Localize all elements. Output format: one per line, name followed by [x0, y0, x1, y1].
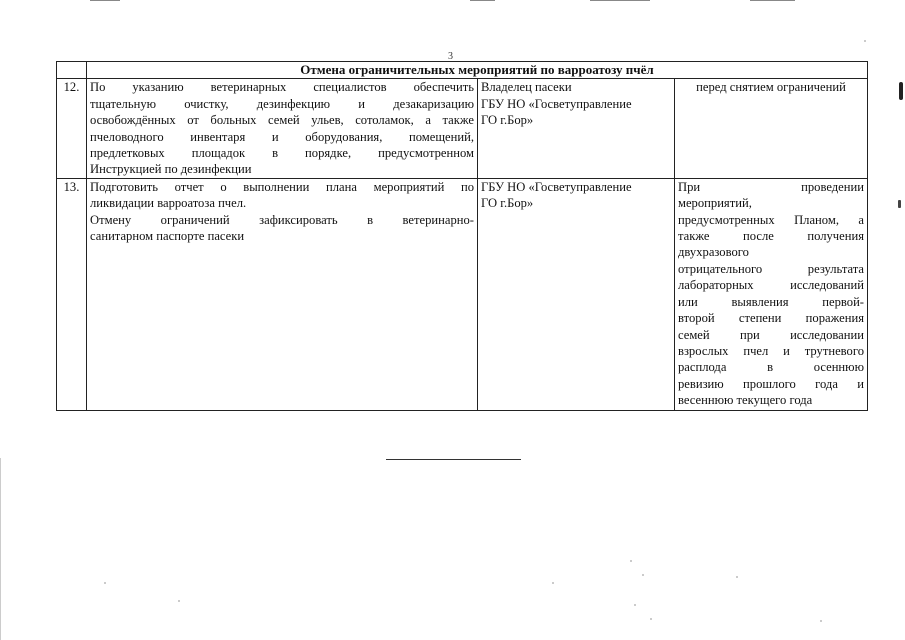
term-line: второй степени поражения [678, 311, 864, 326]
term-line: При проведении [678, 179, 864, 194]
action-line: предлетковых площадок в порядке, предусмотренном [90, 146, 474, 161]
action-cell [87, 79, 478, 178]
term-line: семей при исследовании [678, 327, 864, 342]
action-line: пчеловодного инвентаря и оборудования, помещений, [90, 129, 474, 144]
action-cell [87, 178, 478, 410]
responsible-line: ГБУ НО «Госветуправление [481, 96, 632, 111]
scan-artifact [736, 576, 738, 578]
row-number: 13. [57, 178, 87, 410]
table-row [57, 178, 868, 410]
action-line: Подготовить отчет о выполнении плана мероприятий по [90, 179, 474, 194]
scan-artifact [899, 82, 903, 100]
responsible-line: ГО г.Бор» [481, 196, 534, 211]
scan-artifact [552, 582, 554, 584]
scan-artifact [104, 582, 106, 584]
term-line: отрицательного результата [678, 261, 864, 276]
scan-artifact [820, 620, 822, 622]
action-line: освобождённых от больных семей ульев, сотоламок, а также [90, 113, 474, 128]
action-line: По указанию ветеринарных специалистов обеспечить [90, 80, 474, 95]
signature-separator-line [386, 459, 521, 460]
scan-artifact [178, 600, 180, 602]
responsible-cell [478, 79, 675, 178]
page-number: 3 [448, 51, 453, 62]
section-number-cell [57, 62, 87, 79]
term-cell [675, 79, 868, 178]
responsible-line: ГБУ НО «Госветуправление [481, 179, 632, 194]
term-line: или выявления первой- [678, 294, 864, 309]
action-line: Отмену ограничений зафиксировать в ветеринарно- [90, 212, 474, 227]
scan-artifact [634, 604, 636, 606]
plan-table [56, 61, 868, 411]
table-row [57, 79, 868, 178]
scan-artifact [650, 618, 652, 620]
responsible-line: Владелец пасеки [481, 80, 572, 95]
scan-artifact [590, 0, 650, 1]
term-line: двухразового [678, 245, 749, 260]
term-line: расплода в осеннюю [678, 360, 864, 375]
action-line: ликвидации варроатоза пчел. [90, 196, 247, 211]
term-line: также после получения [678, 229, 864, 244]
responsible-cell [478, 178, 675, 410]
scan-artifact [470, 0, 495, 1]
scan-artifact [864, 40, 866, 42]
term-line: лабораторных исследований [678, 278, 864, 293]
scan-artifact [642, 574, 644, 576]
action-line: тщательную очистку, дезинфекцию и дезакаризацию [90, 96, 474, 111]
term-line: взрослых пчел и трутневого [678, 343, 864, 358]
scan-artifact [630, 560, 632, 562]
scan-artifact [898, 200, 901, 208]
action-line: Инструкцией по дезинфекции [90, 162, 252, 177]
term-line: предусмотренных Планом, а [678, 212, 864, 227]
action-line: санитарном паспорте пасеки [90, 229, 245, 244]
section-title: Отмена ограничительных мероприятий по варроатозу пчёл [87, 62, 868, 79]
scan-artifact [750, 0, 795, 1]
row-number: 12. [57, 79, 87, 178]
responsible-line: ГО г.Бор» [481, 113, 534, 128]
term-line: перед снятием ограничений [696, 80, 846, 95]
term-line: ревизию прошлого года и [678, 376, 864, 391]
section-header-row [57, 62, 868, 79]
scan-artifact [90, 0, 120, 1]
term-line: мероприятий, [678, 196, 752, 211]
term-line: весеннюю текущего года [678, 393, 813, 408]
scan-artifact [0, 458, 1, 640]
term-cell [675, 178, 868, 410]
